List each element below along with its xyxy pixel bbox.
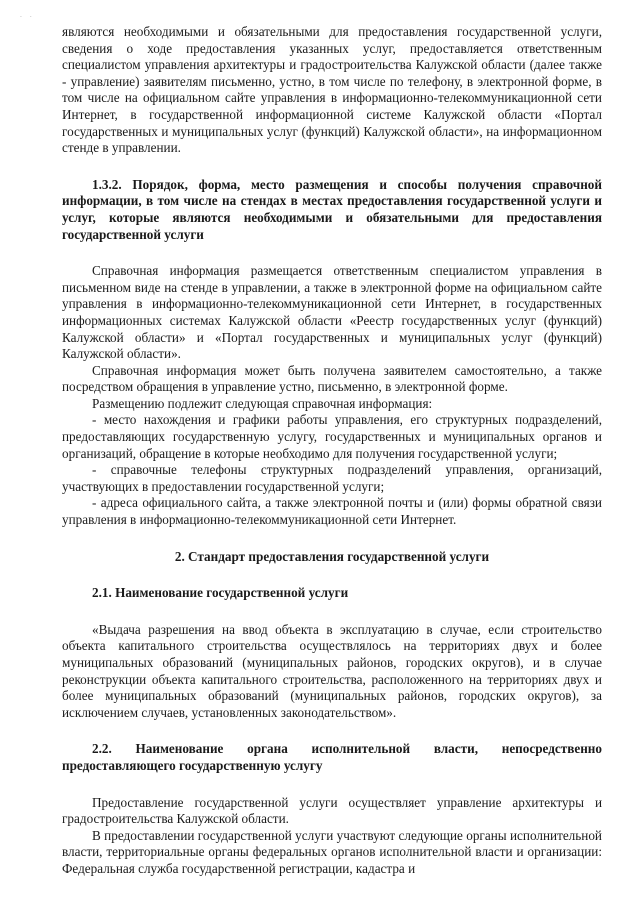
document-page xyxy=(62,24,602,878)
spacer xyxy=(62,529,602,549)
section-1-3-2-paragraph: Справочная информация размещается ответственным специалистом управления в письменном виде на стенде в управлении, а также в электронной форме на официальном сайте управления в информационно-телекоммуникационной сети Интернет, в государственных информационных системах Калужской области «Реестр государственных услуг (функций) Калужской области» и «Портал государственных и муниципальных услуг (функций) Калужской области». xyxy=(62,263,602,362)
section-1-3-2-heading: 1.3.2. Порядок, форма, место размещения и способы получения справочной информации, в том числе на стендах в местах предоставления государственной услуги и услуг, которые являются необходимыми и обязательными для предоставления государственной услуги xyxy=(62,176,602,242)
section-2-2-heading: 2.2. Наименование органа исполнительной власти, непосредственно предоставляющего государственную услугу xyxy=(62,741,602,773)
section-2-2-paragraph: В предоставлении государственной услуги участвуют следующие органы исполнительной власти, территориальные органы федеральных органов исполнительной власти и организации: Федеральная служба государственной регистрации, кадастра и xyxy=(62,827,602,876)
section-2-heading: 2. Стандарт предоставления государственной услуги xyxy=(174,548,490,564)
spacer xyxy=(62,157,602,177)
section-1-3-2-list-item: - адреса официального сайта, а также электронной почты и (или) формы обратной связи управления в информационно-телекоммуникационной сети Интернет. xyxy=(62,495,602,528)
spacer xyxy=(62,775,602,795)
section-1-3-2-list-item: - справочные телефоны структурных подразделений управления, организаций, участвующих в предоставлении государственной услуги; xyxy=(62,462,602,494)
section-2-1-heading: 2.1. Наименование государственной услуги xyxy=(92,585,349,601)
section-1-3-2-list-item: - место нахождения и графики работы управления, его структурных подразделений, предоставляющих государственную услугу, государственных и муниципальных органов и организаций, обращение в которые необходимо для получения государственной услуги; xyxy=(62,412,602,461)
spacer xyxy=(62,565,602,585)
section-2-1-paragraph: «Выдача разрешения на ввод объекта в эксплуатацию в случае, если строительство объекта капитального строительства осуществлялось на территориях двух и более муниципальных образований (муниципальных районов, городских округов), и в случае реконструкции объекта капитального строительства, расположенного на территориях двух и более муниципальных образований (муниципальных районов, городских округов), за исключением случаев, установленных законодательством». xyxy=(62,621,602,720)
spacer xyxy=(62,721,602,741)
section-2-2-paragraph: Предоставление государственной услуги осуществляет управление архитектуры и градостроительства Калужской области. xyxy=(62,794,602,827)
section-1-3-2-paragraph: Справочная информация может быть получена заявителем самостоятельно, а также посредством обращения в управление устно, письменно, в электронной форме. xyxy=(62,362,602,395)
spacer xyxy=(62,243,602,263)
spacer xyxy=(62,602,602,622)
intro-paragraph: являются необходимыми и обязательными для предоставления государственной услуги, сведения о ходе предоставления указанных услуг, предоставляется ответственным специалистом управления архитектуры и градостроительства Калужской области (далее также - управление) заявителям письменно, устно, в том числе по телефону, в электронной форме, в том числе на официальном сайте управления в информационно-телекоммуникационной сети Интернет, в государственной информационной системе Калужской области «Портал государственных и муниципальных услуг (функций) Калужской области», на информационном стенде в управлении. xyxy=(62,24,602,156)
section-1-3-2-paragraph: Размещению подлежит следующая справочная информация: xyxy=(92,395,433,411)
scan-mark: · · xyxy=(20,14,35,21)
